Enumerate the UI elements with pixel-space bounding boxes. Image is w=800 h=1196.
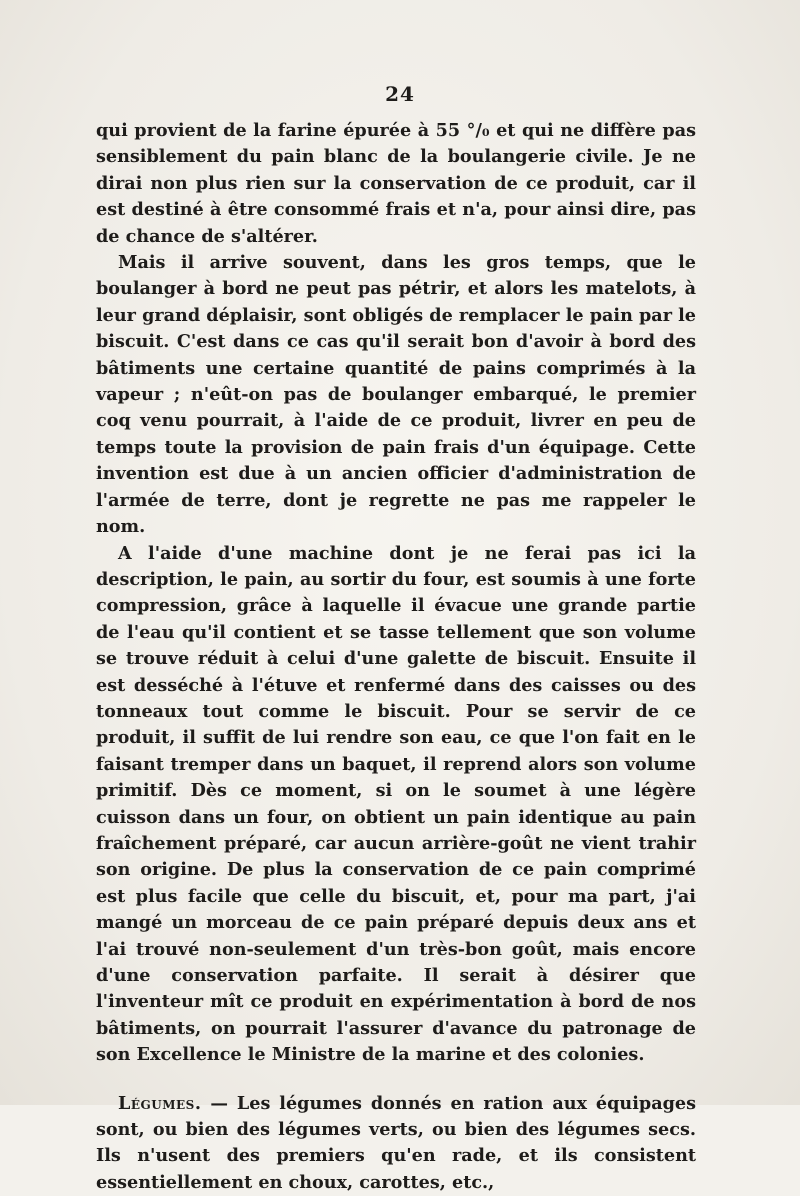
body-text	[96, 118, 696, 1196]
paragraph-1: qui provient de la farine épurée à 55 °/₀ et qui ne diffère pas sensiblement du pain blanc de la boulangerie civile. Je ne dirai non plus rien sur la conservation de ce produit, car il est destiné à être consommé frais et n'a, pour ainsi dire, pas de chance de s'altérer.	[96, 120, 696, 247]
page-number: 24	[385, 82, 415, 106]
section-paragraph	[96, 1091, 696, 1196]
paragraph-3: A l'aide d'une machine dont je ne ferai pas ici la description, le pain, au sortir du four, est soumis à une forte compression, grâce à laquelle il évacue une grande partie de l'eau qu'il contient et se tasse tellement que son volume se trouve réduit à celui d'une galette de biscuit. Ensuite il est desséché à l'étuve et renfermé dans des caisses ou des tonneaux tout comme le biscuit. Pour se servir de ce produit, il suffit de lui rendre son eau, ce que l'on fait en le faisant tremper dans un baquet, il reprend alors son volume primitif. Dès ce moment, si on le soumet à une légère cuisson dans un four, on obtient un pain identique au pain fraîchement préparé, car aucun arrière-goût ne vient trahir son origine. De plus la conservation de ce pain comprimé est plus facile que celle du biscuit, et, pour ma part, j'ai mangé un morceau de ce pain préparé depuis deux ans et l'ai trouvé non-seulement d'un très-bon goût, mais encore d'une conservation parfaite. Il serait à désirer que l'inventeur mît ce produit en expérimentation à bord de nos bâtiments, on pourrait l'assurer d'avance du patronage de son Excellence le Ministre de la marine et des colonies.	[96, 542, 696, 1066]
section-heading: Légumes.	[118, 1092, 202, 1114]
section-text: — Les légumes donnés en ration aux équipages sont, ou bien des légumes verts, ou bien des légumes secs. Ils n'usent des premiers qu'en rade, et ils consistent essentiellement en choux, carottes, etc.,	[96, 1092, 696, 1193]
paragraph-2: Mais il arrive souvent, dans les gros temps, que le boulanger à bord ne peut pas pétrir, et alors les matelots, à leur grand déplaisir, sont obligés de remplacer le pain par le biscuit. C'est dans ce cas qu'il serait bon d'avoir à bord des bâtiments une certaine quantité de pains comprimés à la vapeur ; n'eût-on pas de boulanger embarqué, le premier coq venu pourrait, à l'aide de ce produit, livrer en peu de temps toute la provision de pain frais d'un équipage. Cette invention est due à un ancien officier d'administration de l'armée de terre, dont je regrette ne pas me rappeler le nom.	[96, 252, 696, 538]
